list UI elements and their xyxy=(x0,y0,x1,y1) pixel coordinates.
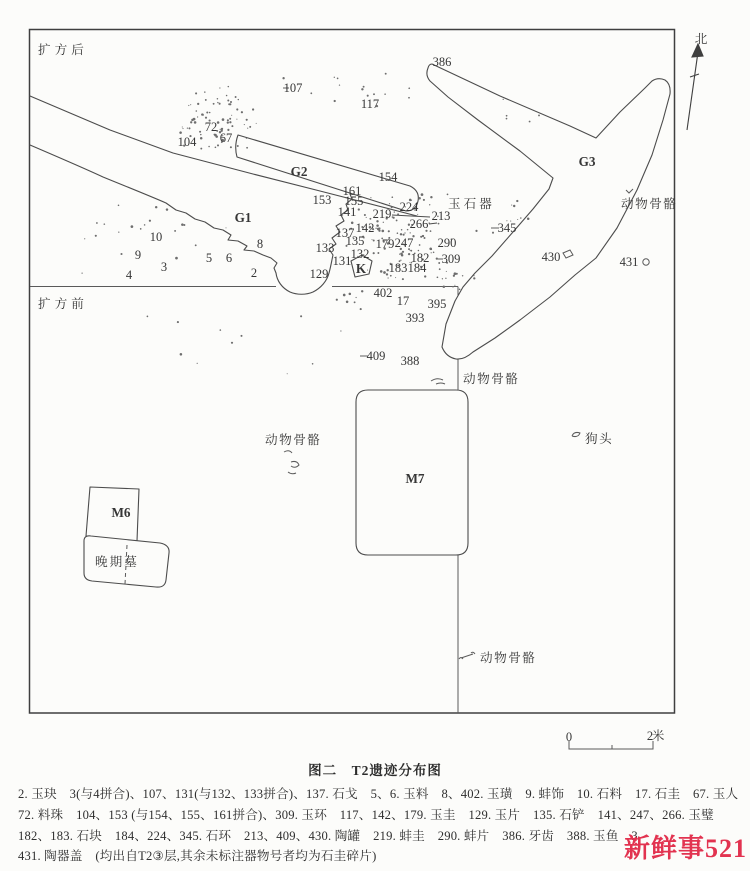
debris-dot xyxy=(430,248,432,250)
debris-dot xyxy=(452,286,454,288)
map-label: 0 xyxy=(565,730,573,744)
map-label: 扩方后 xyxy=(38,43,88,57)
debris-dot xyxy=(475,230,477,232)
debris-dot xyxy=(209,112,211,114)
debris-dot xyxy=(418,197,421,200)
debris-dot xyxy=(215,146,217,148)
bone-scribble-icon xyxy=(431,379,445,384)
debris-dot xyxy=(389,203,390,204)
map-label: 104 xyxy=(177,135,197,149)
debris-dot xyxy=(249,126,251,128)
map-label: 4 xyxy=(125,268,133,282)
debris-dot xyxy=(381,230,384,233)
debris-dot xyxy=(538,114,540,116)
debris-dot xyxy=(421,193,424,196)
debris-dot xyxy=(84,238,85,239)
debris-dot xyxy=(215,135,218,138)
debris-dot xyxy=(229,103,231,105)
debris-dot xyxy=(204,91,205,92)
debris-dot xyxy=(179,131,182,134)
debris-dot xyxy=(200,134,201,135)
debris-dot xyxy=(208,146,210,148)
map-label: 386 xyxy=(432,55,452,69)
debris-dot xyxy=(205,117,207,119)
map-label: 动物骨骼 xyxy=(621,197,678,211)
debris-dot xyxy=(227,119,229,121)
debris-dot xyxy=(343,294,346,297)
map-label: 183 xyxy=(388,261,408,275)
debris-dot xyxy=(180,353,183,356)
debris-dot xyxy=(391,196,393,198)
legend-line: 2. 玉玦 3(与4拼合)、107、131(与132、133拼合)、137. 石戈 5、6. 玉料 8、402. 玉璜 9. 蚌饰 10. 石料 17. 石圭 67. 玉人 xyxy=(18,787,739,801)
debris-dot xyxy=(383,271,386,274)
debris-dot xyxy=(205,99,207,101)
debris-dot xyxy=(349,293,352,296)
map-label: 扩方前 xyxy=(38,297,88,311)
debris-dot xyxy=(213,103,215,105)
debris-dot xyxy=(366,217,367,218)
debris-dot xyxy=(388,230,390,232)
debris-dot xyxy=(177,321,179,323)
debris-dot xyxy=(197,363,198,364)
debris-dot xyxy=(118,205,120,207)
map-label: 129 xyxy=(309,267,329,281)
map-label: 154 xyxy=(378,170,398,184)
debris-dot xyxy=(246,119,248,121)
debris-dot xyxy=(439,268,441,270)
debris-dot xyxy=(438,262,440,264)
debris-dot xyxy=(206,111,208,113)
debris-dot xyxy=(246,138,247,139)
debris-dot xyxy=(188,105,189,106)
debris-dot xyxy=(229,118,231,120)
debris-dot xyxy=(402,278,404,280)
debris-dot xyxy=(370,197,371,198)
map-label: 72 xyxy=(204,120,218,134)
debris-dot xyxy=(456,273,458,275)
scale-bar xyxy=(569,741,653,749)
debris-dot xyxy=(191,119,194,122)
debris-dot xyxy=(358,208,360,210)
debris-dot xyxy=(394,211,395,212)
debris-dot xyxy=(337,78,339,80)
debris-dot xyxy=(339,84,340,85)
map-label: 393 xyxy=(405,311,425,325)
debris-dot xyxy=(442,278,443,279)
debris-dot xyxy=(516,200,518,202)
debris-dot xyxy=(200,137,203,140)
debris-dot xyxy=(237,145,239,147)
debris-dot xyxy=(220,129,221,130)
map-label: 137 xyxy=(335,226,355,240)
debris-dot xyxy=(392,216,394,218)
debris-dot xyxy=(378,230,380,232)
debris-dot xyxy=(420,236,422,238)
map-label: 184 xyxy=(407,261,427,275)
debris-dot xyxy=(222,118,225,121)
debris-dot xyxy=(219,103,221,105)
debris-dot xyxy=(166,208,168,210)
map-label: 142 xyxy=(355,221,375,235)
debris-dot xyxy=(202,114,204,116)
debris-dot xyxy=(236,119,237,120)
map-label: 67 xyxy=(219,131,233,145)
map-label: K xyxy=(355,261,367,276)
debris-dot xyxy=(396,219,398,221)
debris-dot xyxy=(436,257,438,259)
debris-dot xyxy=(417,214,418,215)
debris-dot xyxy=(96,222,98,224)
debris-dot xyxy=(376,224,379,227)
debris-dot xyxy=(197,116,198,117)
debris-dot xyxy=(373,93,375,95)
map-label: 430 xyxy=(541,250,561,264)
debris-dot xyxy=(377,252,379,254)
debris-dot xyxy=(385,73,387,75)
debris-dot xyxy=(187,127,188,128)
debris-dot xyxy=(367,270,368,271)
map-label: 8 xyxy=(256,237,264,251)
map-label: 161 xyxy=(342,184,362,198)
map-label: 153 xyxy=(312,193,332,207)
debris-dot xyxy=(227,99,229,101)
debris-dot xyxy=(226,227,227,228)
debris-dot xyxy=(437,276,439,278)
debris-dot xyxy=(131,225,134,228)
debris-dot xyxy=(361,88,363,90)
debris-dot xyxy=(503,99,504,100)
debris-dot xyxy=(373,252,375,254)
debris-dot xyxy=(513,205,515,207)
debris-dot xyxy=(282,77,284,79)
debris-dot xyxy=(240,335,242,337)
debris-dot xyxy=(181,223,184,226)
debris-dot xyxy=(473,275,474,276)
debris-dot xyxy=(226,95,228,97)
map-label: 107 xyxy=(283,81,303,95)
debris-dot xyxy=(408,88,409,89)
debris-dot xyxy=(155,206,157,208)
map-label: 431 xyxy=(619,255,639,269)
debris-dot xyxy=(433,252,435,254)
north-arrow xyxy=(687,44,703,130)
debris-dot xyxy=(407,229,409,231)
debris-dot xyxy=(404,232,405,233)
debris-dot xyxy=(231,125,233,127)
debris-dot xyxy=(217,98,219,100)
debris-dot xyxy=(230,101,232,103)
debris-dot xyxy=(144,224,146,226)
debris-dot xyxy=(189,127,191,129)
debris-dot xyxy=(402,251,404,253)
debris-dot xyxy=(346,301,349,304)
debris-dot xyxy=(182,128,183,129)
debris-dot xyxy=(195,244,197,246)
debris-dot xyxy=(236,108,238,110)
debris-dot xyxy=(196,110,198,112)
debris-dot xyxy=(197,103,199,105)
debris-dot xyxy=(375,228,376,229)
debris-dot xyxy=(387,277,388,278)
debris-dot xyxy=(95,235,97,237)
debris-dot xyxy=(361,290,363,292)
debris-dot xyxy=(356,297,357,298)
debris-dot xyxy=(334,100,336,102)
map-label: 224 xyxy=(399,200,419,214)
debris-dot xyxy=(120,253,122,255)
debris-dot xyxy=(506,115,508,117)
map-label: 9 xyxy=(134,248,142,262)
debris-dot xyxy=(231,115,232,116)
debris-dot xyxy=(529,121,531,123)
figure-caption: 图二 T2遗迹分布图 xyxy=(308,763,442,778)
debris-dot xyxy=(247,128,248,129)
map-label: 290 xyxy=(437,236,457,250)
debris-dot xyxy=(424,275,426,277)
debris-dot xyxy=(175,257,178,260)
trench-g3-outline xyxy=(427,64,670,359)
map-label: 141 xyxy=(337,205,357,219)
map-label: 晚期墓 xyxy=(95,555,139,569)
map-label: 2 xyxy=(646,729,654,743)
debris-dot xyxy=(118,231,119,232)
debris-dot xyxy=(149,220,151,222)
debris-dot xyxy=(194,121,197,124)
debris-dot xyxy=(199,131,201,133)
debris-dot xyxy=(511,205,512,206)
debris-dot xyxy=(430,230,432,232)
debris-dot xyxy=(369,218,371,220)
map-label: 玉石器 xyxy=(448,197,495,211)
map-label: 179 xyxy=(375,237,395,251)
map-label: 动物骨骼 xyxy=(265,433,322,447)
debris-dot xyxy=(229,121,231,123)
debris-dot xyxy=(217,144,219,146)
map-label: 133 xyxy=(315,241,335,255)
map-label: G2 xyxy=(290,164,308,179)
debris-dot xyxy=(190,121,192,123)
debris-dot xyxy=(340,330,341,331)
debris-dot xyxy=(397,232,399,234)
debris-dot xyxy=(446,271,447,272)
map-label: 117 xyxy=(360,97,380,111)
leader-line xyxy=(429,223,437,224)
debris-dot xyxy=(227,121,229,123)
map-label: G1 xyxy=(234,210,252,225)
debris-dot xyxy=(182,126,183,127)
debris-dot xyxy=(174,230,176,232)
debris-dot xyxy=(447,194,449,196)
debris-dot xyxy=(401,229,403,231)
debris-dot xyxy=(384,93,386,95)
debris-dot xyxy=(230,146,232,148)
debris-dot xyxy=(246,147,248,149)
debris-dot xyxy=(431,252,432,253)
debris-dot xyxy=(517,219,518,220)
debris-dot xyxy=(364,214,366,216)
debris-dot xyxy=(410,232,411,233)
debris-dot xyxy=(419,244,421,246)
debris-dot xyxy=(244,124,245,125)
debris-dot xyxy=(453,275,455,277)
map-label: 131 xyxy=(332,254,352,268)
debris-dot xyxy=(379,227,381,229)
debris-dot xyxy=(506,118,508,120)
legend-line: 182、183. 石块 184、224、345. 石环 213、409、430. 陶罐 219. 蚌圭 290. 蚌片 386. 牙齿 388. 玉鱼 3 xyxy=(18,828,638,843)
legend-line: 72. 料珠 104、153 (与154、155、161拼合)、309. 玉环 117、142、179. 玉圭 129. 玉片 135. 石铲 141、247、266. 玉璧 xyxy=(18,807,714,822)
debris-dot xyxy=(190,104,191,105)
debris-dot xyxy=(399,253,400,254)
debris-dot xyxy=(372,239,373,240)
map-label: M7 xyxy=(405,471,425,486)
debris-dot xyxy=(459,289,461,291)
debris-dot xyxy=(473,277,475,279)
debris-dot xyxy=(140,228,142,230)
debris-dot xyxy=(454,285,455,286)
debris-dot xyxy=(228,86,229,87)
map-label: 247 xyxy=(394,236,414,250)
map-label: 北 xyxy=(694,32,708,46)
debris-dot xyxy=(256,123,257,124)
map-label: 17 xyxy=(396,294,410,308)
debris-dot xyxy=(395,277,396,278)
debris-dot xyxy=(200,148,202,150)
debris-dot xyxy=(520,217,522,219)
map-label: M6 xyxy=(111,505,131,520)
debris-dot xyxy=(423,237,425,239)
map-label: 10 xyxy=(149,230,163,244)
map-label: 182 xyxy=(410,251,430,265)
pot-lid-icon xyxy=(643,259,649,265)
debris-dot xyxy=(363,86,365,88)
map-label: 狗头 xyxy=(585,432,614,446)
debris-dot xyxy=(462,275,463,276)
debris-dot xyxy=(430,196,432,198)
debris-dot xyxy=(380,270,383,273)
debris-dot xyxy=(360,308,362,310)
debris-dot xyxy=(300,315,302,317)
debris-dot xyxy=(408,97,410,99)
map-label: 动物骨骼 xyxy=(463,372,520,386)
watermark: 新鲜事521 xyxy=(623,834,747,863)
debris-dot xyxy=(390,275,392,277)
debris-dot xyxy=(354,301,356,303)
map-label: 米 xyxy=(651,729,665,743)
debris-dot xyxy=(219,87,220,88)
debris-dot xyxy=(351,222,354,225)
legend-line: 431. 陶器盖 (均出自T2③层,其余未标注器物号者均为石圭碎片) xyxy=(18,849,377,864)
debris-dot xyxy=(423,199,425,201)
debris-dot xyxy=(220,329,222,331)
map-label: 409 xyxy=(366,349,386,363)
debris-dot xyxy=(287,373,288,374)
debris-dot xyxy=(429,204,430,205)
map-label: 5 xyxy=(205,251,213,265)
map-label: 402 xyxy=(373,286,393,300)
debris-dot xyxy=(241,111,243,113)
debris-dot xyxy=(310,92,312,94)
map-label: 388 xyxy=(400,354,420,368)
debris-dot xyxy=(312,363,314,365)
debris-dot xyxy=(147,316,149,318)
debris-dot xyxy=(183,224,185,226)
map-label: 219 xyxy=(372,207,392,221)
debris-dot xyxy=(195,92,197,94)
debris-dot xyxy=(217,102,218,103)
debris-dot xyxy=(81,272,82,273)
debris-dot xyxy=(104,223,106,225)
debris-dot xyxy=(443,285,446,288)
debris-dot xyxy=(231,342,233,344)
map-label: 345 xyxy=(497,221,517,235)
debris-dot xyxy=(383,222,384,223)
map-label: 6 xyxy=(225,251,233,265)
map-label: G3 xyxy=(578,154,596,169)
map-label: 3 xyxy=(160,260,168,274)
debris-dot xyxy=(336,299,338,301)
bone-scribble-icon xyxy=(284,451,299,474)
map-label: 132 xyxy=(350,247,370,261)
debris-dot xyxy=(334,77,335,78)
debris-dot xyxy=(373,239,375,241)
debris-dot xyxy=(428,222,429,223)
debris-dot xyxy=(235,96,237,98)
map-label: 395 xyxy=(427,297,447,311)
dog-head-icon xyxy=(572,432,580,436)
map-label: 2 xyxy=(250,266,258,280)
debris-dot xyxy=(492,232,494,234)
debris-dot xyxy=(238,99,239,100)
map-label: 135 xyxy=(345,234,365,248)
map-label: 动物骨骼 xyxy=(480,651,537,665)
map-label: 266 xyxy=(409,217,429,231)
map-label: 155 xyxy=(344,194,364,208)
bone-icon xyxy=(459,652,475,659)
map-label: 213 xyxy=(431,209,451,223)
debris-dot xyxy=(527,217,530,220)
map-label: 309 xyxy=(441,252,461,266)
debris-dot xyxy=(252,108,254,110)
debris-dot xyxy=(445,278,446,279)
debris-dot xyxy=(400,253,403,256)
